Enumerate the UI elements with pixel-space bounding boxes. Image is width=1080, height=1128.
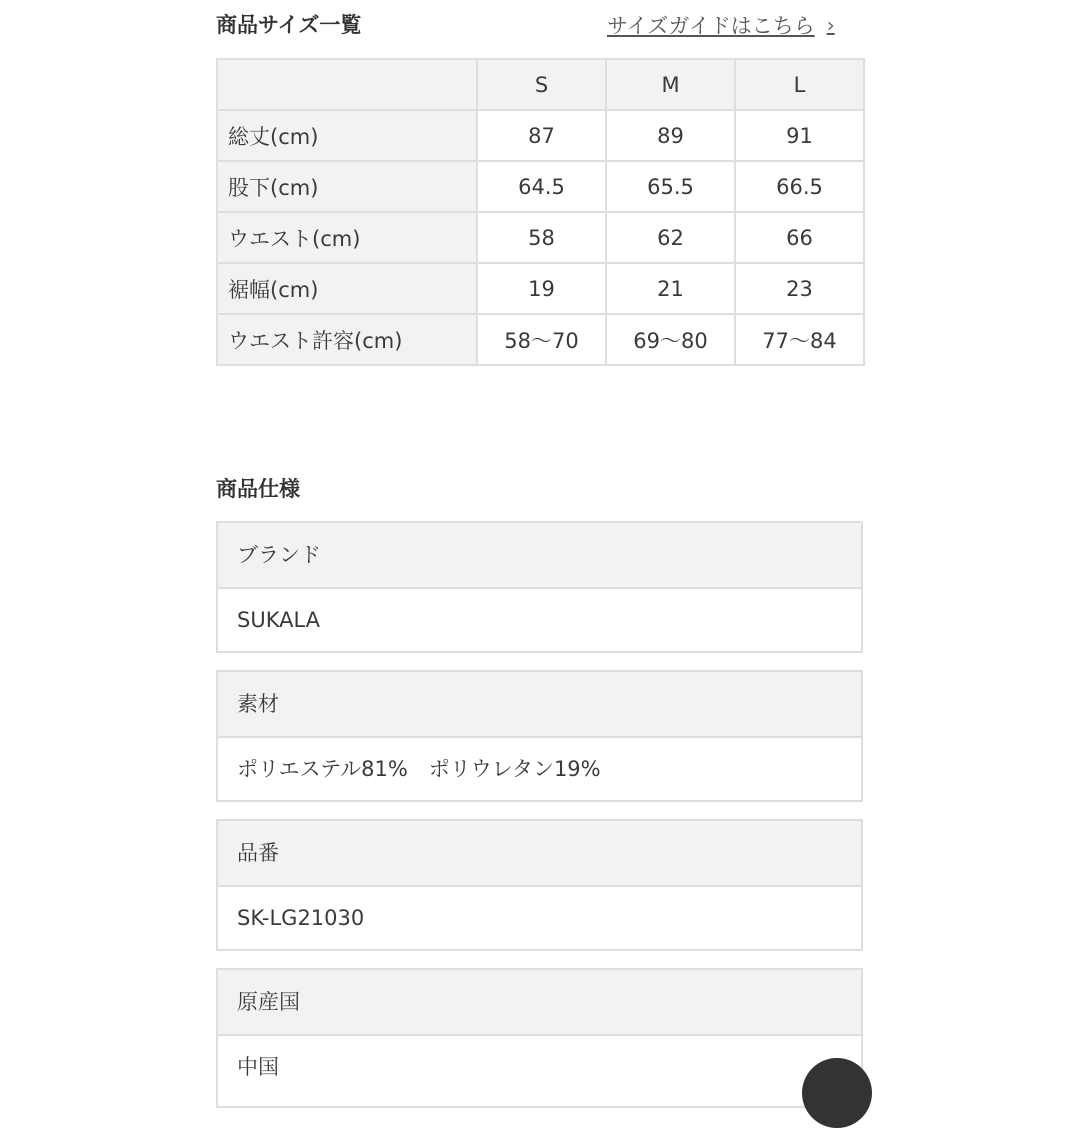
size-table-header-row [217, 59, 864, 110]
table-cell: 69〜80 [606, 314, 735, 365]
table-cell: 58 [477, 212, 606, 263]
table-row [217, 212, 864, 263]
spec-value: SK-LG21030 [218, 887, 861, 949]
table-cell: 77〜84 [735, 314, 864, 365]
row-label: 総丈(cm) [217, 110, 477, 161]
table-cell: 62 [606, 212, 735, 263]
table-cell: 64.5 [477, 161, 606, 212]
table-cell: 21 [606, 263, 735, 314]
size-column-l: L [735, 59, 864, 110]
spec-item-country-of-origin [216, 968, 863, 1108]
product-spec-title: 商品仕様 [216, 477, 300, 501]
row-label: ウエスト(cm) [217, 212, 477, 263]
spec-label: 品番 [218, 821, 861, 887]
size-table-corner-cell [217, 59, 477, 110]
spec-label: ブランド [218, 523, 861, 589]
table-cell: 91 [735, 110, 864, 161]
table-row [217, 314, 864, 365]
table-row [217, 110, 864, 161]
table-cell: 65.5 [606, 161, 735, 212]
table-cell: 89 [606, 110, 735, 161]
spec-item-material [216, 670, 863, 802]
spec-value: SUKALA [218, 589, 861, 651]
row-label: 裾幅(cm) [217, 263, 477, 314]
table-cell: 66.5 [735, 161, 864, 212]
chevron-right-icon: › [826, 13, 835, 37]
spec-item-brand [216, 521, 863, 653]
table-row [217, 161, 864, 212]
table-row [217, 263, 864, 314]
spec-value: ポリエステル81% ポリウレタン19% [218, 738, 861, 800]
table-cell: 66 [735, 212, 864, 263]
spec-item-product-number [216, 819, 863, 951]
spec-label: 原産国 [218, 970, 861, 1036]
table-cell: 23 [735, 263, 864, 314]
spec-value: 中国 [218, 1036, 861, 1098]
row-label: ウエスト許容(cm) [217, 314, 477, 365]
size-table [216, 58, 865, 366]
table-cell: 58〜70 [477, 314, 606, 365]
size-column-m: M [606, 59, 735, 110]
scroll-top-icon[interactable] [802, 1058, 872, 1128]
table-cell: 87 [477, 110, 606, 161]
size-guide-link[interactable] [607, 10, 835, 40]
size-guide-link-label[interactable]: サイズガイドはこちら [607, 14, 815, 38]
table-cell: 19 [477, 263, 606, 314]
size-list-title: 商品サイズ一覧 [216, 13, 362, 37]
size-column-s: S [477, 59, 606, 110]
row-label: 股下(cm) [217, 161, 477, 212]
spec-label: 素材 [218, 672, 861, 738]
